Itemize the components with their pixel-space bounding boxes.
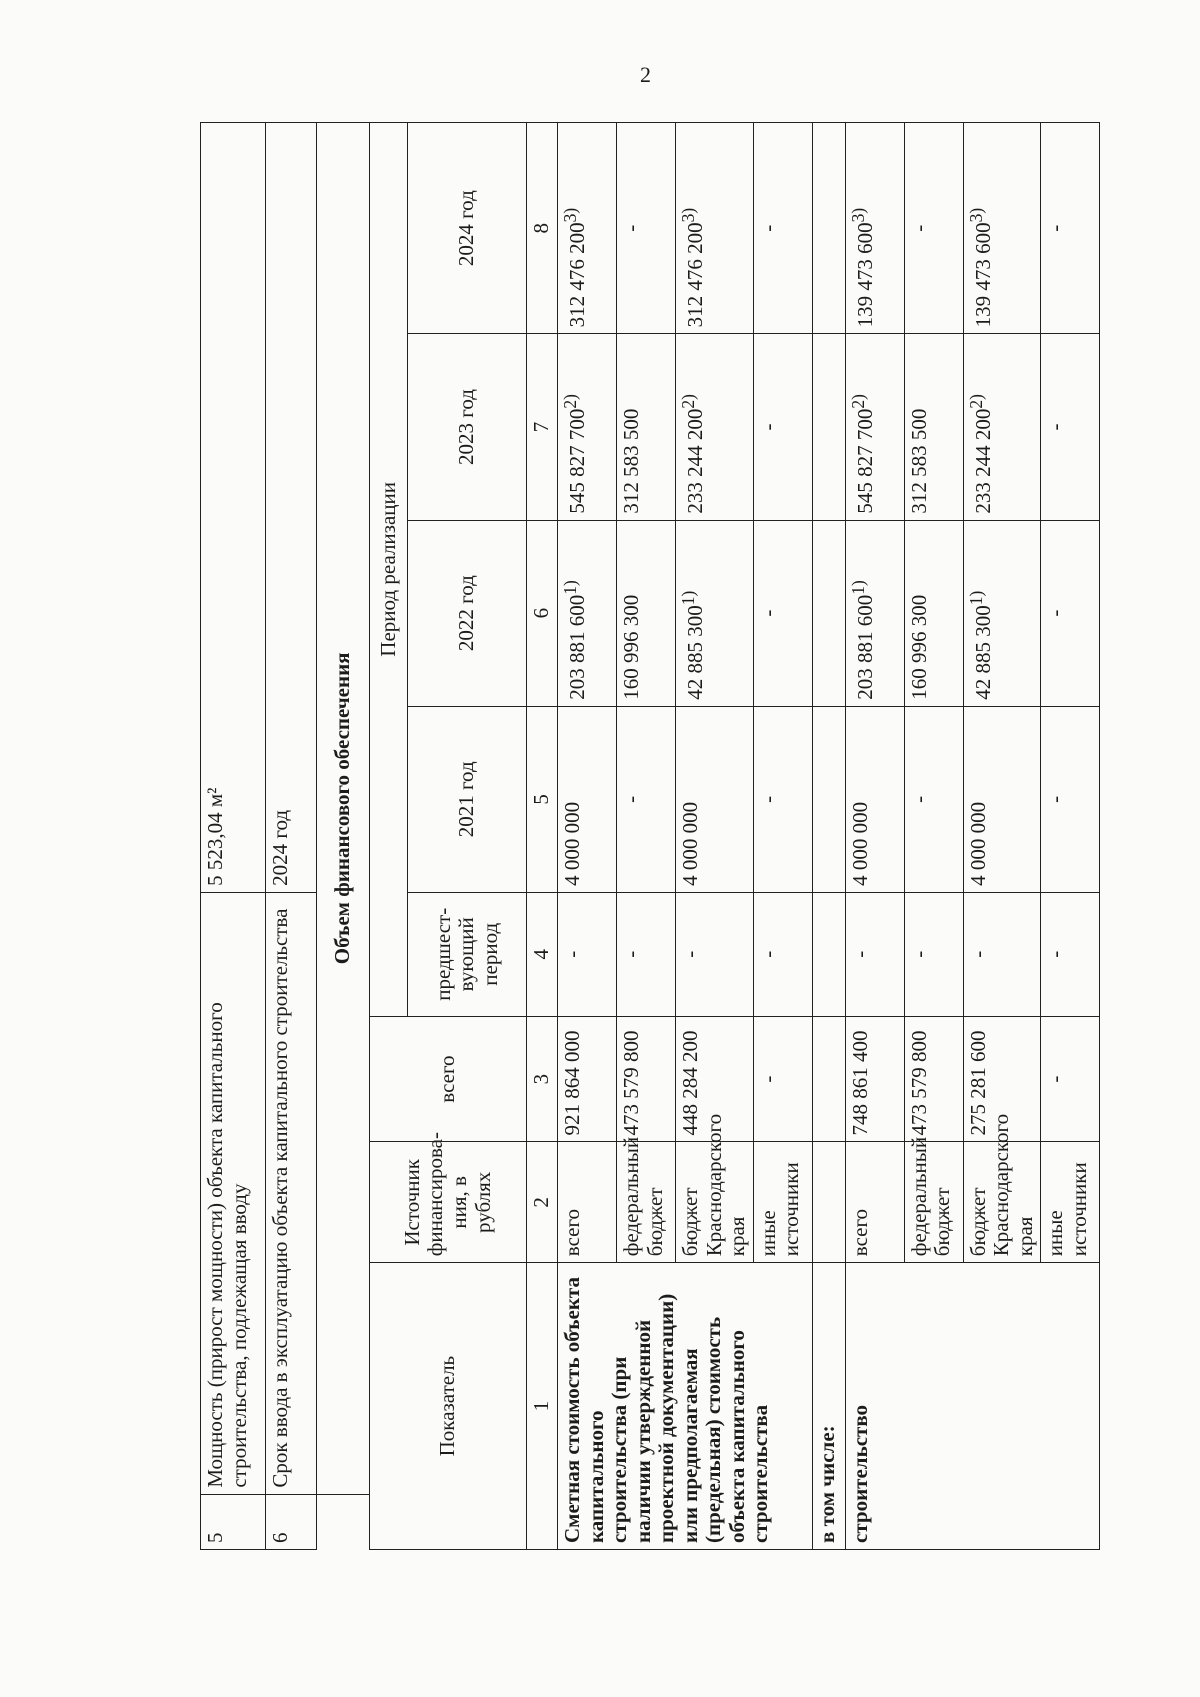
y2022-cell: - <box>1041 520 1100 706</box>
source-cell: бюджет Краснодарского края <box>963 1142 1041 1263</box>
y2021-cell: 4 000 000 <box>558 706 617 892</box>
total-cell: 473 579 800 <box>617 1016 676 1142</box>
source-cell: бюджет Краснодарского края <box>676 1142 754 1263</box>
header-indicator: Показатель <box>370 1263 527 1550</box>
footnote-mark: 2) <box>965 394 986 409</box>
y2023-cell <box>558 334 617 520</box>
footnote-mark: 2) <box>678 394 698 409</box>
y2023-cell <box>963 334 1041 520</box>
prev-cell: - <box>904 892 963 1016</box>
prev-cell: - <box>845 892 904 1016</box>
y2024-cell <box>676 123 754 334</box>
total-cell: 921 864 000 <box>558 1016 617 1142</box>
indicator-cell: строительство <box>845 1263 1100 1550</box>
footnote-mark: 3) <box>678 207 698 223</box>
y2021-cell: 4 000 000 <box>963 706 1041 892</box>
prev-cell: - <box>617 892 676 1016</box>
value: 312 476 200 <box>683 222 707 328</box>
y2022-cell: 160 996 300 <box>617 520 676 706</box>
financing-table <box>200 122 1100 1550</box>
y2024-cell: - <box>1041 123 1100 334</box>
y2023-cell <box>676 334 754 520</box>
col-index: 5 <box>527 706 558 892</box>
y2021-cell: - <box>753 706 812 892</box>
footnote-mark: 3) <box>965 207 986 223</box>
y2021-cell: - <box>617 706 676 892</box>
table-row <box>845 123 904 1550</box>
source-cell: федеральный бюджет <box>617 1142 676 1263</box>
col-index: 1 <box>527 1263 558 1550</box>
value: 203 881 600 <box>852 594 877 700</box>
col-index: 2 <box>527 1142 558 1263</box>
col-index: 4 <box>527 892 558 1016</box>
value: 42 885 300 <box>683 605 707 700</box>
prev-cell: - <box>1041 892 1100 1016</box>
y2023-cell: 312 583 500 <box>617 334 676 520</box>
row-6 <box>266 123 317 1550</box>
header-source: Источник финансирова-ния, в рублях <box>370 1142 527 1263</box>
col-index: 3 <box>527 1016 558 1142</box>
prev-cell: - <box>963 892 1041 1016</box>
header-2021: 2021 год <box>407 706 526 892</box>
y2023-cell: - <box>1041 334 1100 520</box>
header-previous: предшест-вующий период <box>407 892 526 1016</box>
value: 42 885 300 <box>970 605 995 700</box>
col-index: 7 <box>527 334 558 520</box>
y2022-cell <box>963 520 1041 706</box>
row-value: 2024 год <box>266 123 317 893</box>
footnote-mark: 1) <box>560 580 580 595</box>
col-index: 8 <box>527 123 558 334</box>
y2023-cell: - <box>753 334 812 520</box>
indicator-cell: Сметная стоимость объекта капитального строительства (при наличии утвержденной проектной документации) или предполагаемая (предельная) стоимость объекта капитального строительства <box>558 1263 813 1550</box>
row-5 <box>201 123 266 1550</box>
y2022-cell <box>676 520 754 706</box>
rotated-table-container <box>200 122 1091 1550</box>
including-row <box>812 123 845 1550</box>
y2024-cell <box>963 123 1041 334</box>
y2021-cell: 4 000 000 <box>845 706 904 892</box>
footnote-mark: 1) <box>678 590 698 606</box>
value: 233 244 200 <box>970 408 995 514</box>
source-cell: всего <box>845 1142 904 1263</box>
footnote-mark: 2) <box>847 394 868 409</box>
y2022-cell <box>558 520 617 706</box>
source-cell: иные источники <box>1041 1142 1100 1263</box>
y2023-cell: 312 583 500 <box>904 334 963 520</box>
footnote-mark: 3) <box>847 207 868 223</box>
value: 139 473 600 <box>970 222 995 328</box>
header-total: всего <box>370 1016 527 1142</box>
footnote-mark: 3) <box>560 207 580 223</box>
page-number: 2 <box>640 62 651 87</box>
table-row <box>558 123 617 1550</box>
value: 545 827 700 <box>852 408 877 514</box>
header-period: Период реализации <box>370 123 408 1017</box>
value: 545 827 700 <box>565 408 589 514</box>
y2024-cell: - <box>904 123 963 334</box>
row-number: 6 <box>266 1494 317 1549</box>
total-cell: - <box>1041 1016 1100 1142</box>
value: 139 473 600 <box>852 222 877 328</box>
row-value: 5 523,04 м² <box>201 123 266 893</box>
total-cell: 275 281 600 <box>963 1016 1041 1142</box>
y2022-cell <box>845 520 904 706</box>
source-cell: федеральный бюджет <box>904 1142 963 1263</box>
y2024-cell <box>845 123 904 334</box>
y2021-cell: 4 000 000 <box>676 706 754 892</box>
footnote-mark: 1) <box>965 590 986 606</box>
column-index-row <box>527 123 558 1550</box>
row-label: Мощность (прирост мощности) объекта капитального строительства, подлежащая вводу <box>201 892 266 1494</box>
footnote-mark: 1) <box>847 580 868 595</box>
source-cell: иные источники <box>753 1142 812 1263</box>
value: 233 244 200 <box>683 408 707 514</box>
spacer-cell <box>317 1494 370 1549</box>
value: 312 476 200 <box>565 222 589 328</box>
y2021-cell: - <box>904 706 963 892</box>
y2023-cell <box>845 334 904 520</box>
including-label: в том числе: <box>812 1263 845 1550</box>
y2022-cell: 160 996 300 <box>904 520 963 706</box>
value: 203 881 600 <box>565 594 589 700</box>
prev-cell: - <box>753 892 812 1016</box>
header-row-1 <box>370 123 408 1550</box>
col-index: 6 <box>527 520 558 706</box>
total-cell: 748 861 400 <box>845 1016 904 1142</box>
y2021-cell: - <box>1041 706 1100 892</box>
section-title: Объем финансового обеспечения <box>317 123 370 1495</box>
header-2022: 2022 год <box>407 520 526 706</box>
source-cell: всего <box>558 1142 617 1263</box>
prev-cell: - <box>558 892 617 1016</box>
y2024-cell <box>558 123 617 334</box>
y2022-cell: - <box>753 520 812 706</box>
footnote-mark: 2) <box>560 394 580 409</box>
total-cell: - <box>753 1016 812 1142</box>
row-number: 5 <box>201 1494 266 1549</box>
prev-cell: - <box>676 892 754 1016</box>
total-cell: 448 284 200 <box>676 1016 754 1142</box>
y2024-cell: - <box>753 123 812 334</box>
header-2023: 2023 год <box>407 334 526 520</box>
y2024-cell: - <box>617 123 676 334</box>
header-2024: 2024 год <box>407 123 526 334</box>
section-title-row <box>317 123 370 1550</box>
row-label: Срок ввода в эксплуатацию объекта капитального строительства <box>266 892 317 1494</box>
total-cell: 473 579 800 <box>904 1016 963 1142</box>
